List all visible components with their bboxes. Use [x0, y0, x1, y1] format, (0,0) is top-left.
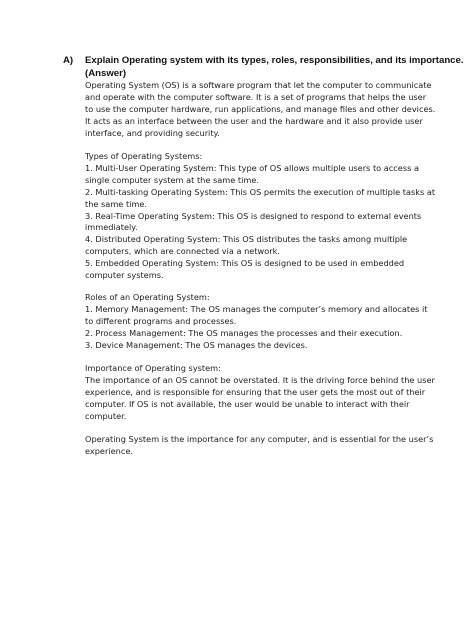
- closing-line: experience.: [85, 445, 133, 456]
- types-section: [85, 151, 436, 282]
- roles-heading: Roles of an Operating System:: [85, 292, 210, 302]
- importance-heading: Importance of Operating system:: [85, 363, 221, 373]
- types-line: 5. Embedded Operating System: This OS is designed to be used in embedded: [85, 258, 405, 269]
- roles-line: 1. Memory Management: The OS manages the computer’s memory and allocates it: [85, 303, 428, 314]
- types-heading: Types of Operating Systems:: [85, 151, 203, 161]
- importance-line: The importance of an OS cannot be overstated. It is the driving force behind the user: [85, 374, 435, 385]
- importance-line: computer. If OS is not available, the user would be unable to interact with their: [85, 398, 410, 409]
- roles-section: [85, 292, 428, 352]
- closing-line: Operating System is the importance for any computer, and is essential for the user’s: [85, 434, 434, 444]
- types-line: computer systems.: [85, 270, 164, 281]
- intro-line: and operate with the computer software. It is a set of programs that helps the user: [85, 91, 427, 102]
- roles-line: to different programs and processes.: [85, 315, 237, 326]
- intro-line: to use the computer hardware, run applications, and manage files and other devices.: [85, 103, 436, 114]
- answer-label: (Answer): [85, 68, 127, 79]
- intro-line: Operating System (OS) is a software program that let the computer to communicate: [85, 80, 432, 90]
- types-line: computers, which are connected via a network.: [85, 246, 280, 257]
- question-text: Explain Operating system with its types, roles, responsibilities, and its importance.: [85, 55, 464, 66]
- types-line: 1. Multi-User Operating System: This type of OS allows multiple users to access a: [85, 162, 419, 173]
- types-line: immediately.: [85, 222, 138, 233]
- intro-line: It acts as an interface between the user and the hardware and it also provide user: [85, 115, 423, 126]
- roles-line: 3. Device Management: The OS manages the devices.: [85, 339, 308, 350]
- types-line: 2. Multi-tasking Operating System: This OS permits the execution of multiple tasks at: [85, 186, 436, 197]
- types-line: 3. Real-Time Operating System: This OS is designed to respond to external events: [85, 210, 422, 221]
- importance-line: experience, and is responsible for ensuring that the user gets the most out of their: [85, 386, 426, 397]
- closing-paragraph: [85, 434, 434, 458]
- types-line: single computer system at the same time.: [85, 174, 260, 185]
- intro-line: interface, and providing security.: [85, 127, 220, 138]
- importance-line: computer.: [85, 410, 127, 421]
- types-line: 4. Distributed Operating System: This OS distributes the tasks among multiple: [85, 234, 408, 245]
- question-marker: A): [63, 55, 74, 66]
- roles-line: 2. Process Management: The OS manages the processes and their execution.: [85, 327, 403, 338]
- intro-paragraph: [85, 80, 436, 140]
- importance-section: [85, 363, 435, 423]
- types-line: the same time.: [85, 198, 148, 209]
